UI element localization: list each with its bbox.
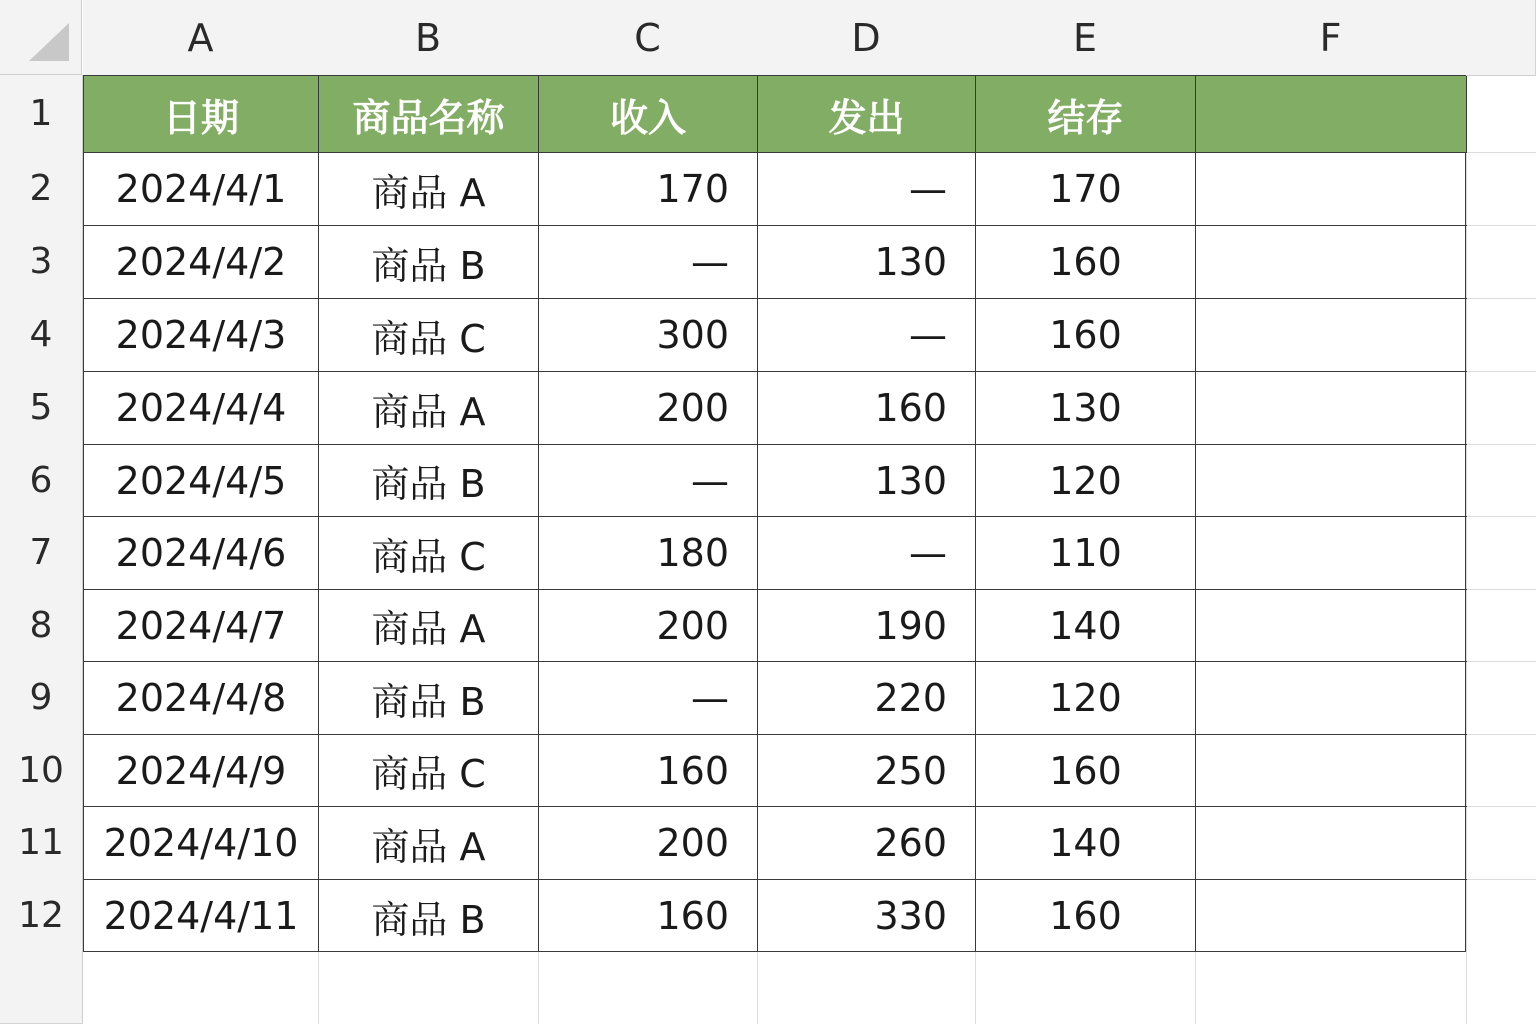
- cell-f2[interactable]: [1196, 153, 1467, 226]
- cell-b3[interactable]: 商品 B: [319, 226, 539, 299]
- select-all-corner[interactable]: [0, 0, 82, 75]
- row-header-10[interactable]: 10: [0, 734, 83, 807]
- header-cell-e[interactable]: 结存: [976, 76, 1196, 153]
- cell-f5[interactable]: [1196, 372, 1467, 445]
- row-header-blank: [0, 951, 83, 1024]
- cell-f3[interactable]: [1196, 226, 1467, 299]
- cell-f10[interactable]: [1196, 735, 1467, 807]
- cell-e4[interactable]: 160: [976, 299, 1196, 372]
- row-header-9[interactable]: 9: [0, 661, 83, 735]
- row-header-6[interactable]: 6: [0, 444, 83, 517]
- cell-e9[interactable]: 120: [976, 662, 1196, 735]
- cell-d12[interactable]: 330: [758, 880, 976, 952]
- cell-e7[interactable]: 110: [976, 517, 1196, 590]
- data-table: [83, 75, 1466, 952]
- cell-a5[interactable]: 2024/4/4: [84, 372, 319, 445]
- cell-a6[interactable]: 2024/4/5: [84, 445, 319, 517]
- cell-a10[interactable]: 2024/4/9: [84, 735, 319, 807]
- column-header-blank: [1466, 0, 1536, 76]
- cell-b4[interactable]: 商品 C: [319, 299, 539, 372]
- cell-b9[interactable]: 商品 B: [319, 662, 539, 735]
- cell-a3[interactable]: 2024/4/2: [84, 226, 319, 299]
- row-header-8[interactable]: 8: [0, 589, 83, 662]
- cell-f9[interactable]: [1196, 662, 1467, 735]
- row-header-5[interactable]: 5: [0, 371, 83, 445]
- cell-c4[interactable]: 300: [539, 299, 758, 372]
- cell-e2[interactable]: 170: [976, 153, 1196, 226]
- column-header-b[interactable]: B: [318, 0, 539, 76]
- row-header-3[interactable]: 3: [0, 225, 83, 299]
- row-header-1[interactable]: 1: [0, 75, 83, 153]
- header-cell-c[interactable]: 收入: [539, 76, 758, 153]
- cell-a7[interactable]: 2024/4/6: [84, 517, 319, 590]
- cell-c9[interactable]: —: [539, 662, 758, 735]
- row-header-12[interactable]: 12: [0, 879, 83, 952]
- cell-e10[interactable]: 160: [976, 735, 1196, 807]
- cell-c2[interactable]: 170: [539, 153, 758, 226]
- cell-f11[interactable]: [1196, 807, 1467, 880]
- cell-b12[interactable]: 商品 B: [319, 880, 539, 952]
- cell-a8[interactable]: 2024/4/7: [84, 590, 319, 662]
- cell-d4[interactable]: —: [758, 299, 976, 372]
- cell-c11[interactable]: 200: [539, 807, 758, 880]
- cell-b5[interactable]: 商品 A: [319, 372, 539, 445]
- row-header-11[interactable]: 11: [0, 806, 83, 880]
- cell-e6[interactable]: 120: [976, 445, 1196, 517]
- cell-f6[interactable]: [1196, 445, 1467, 517]
- cell-e3[interactable]: 160: [976, 226, 1196, 299]
- cell-c6[interactable]: —: [539, 445, 758, 517]
- cell-c7[interactable]: 180: [539, 517, 758, 590]
- cell-e11[interactable]: 140: [976, 807, 1196, 880]
- cell-f7[interactable]: [1196, 517, 1467, 590]
- cell-a11[interactable]: 2024/4/10: [84, 807, 319, 880]
- column-header-a[interactable]: A: [83, 0, 319, 76]
- header-cell-d[interactable]: 发出: [758, 76, 976, 153]
- cell-d8[interactable]: 190: [758, 590, 976, 662]
- cell-f12[interactable]: [1196, 880, 1467, 952]
- cell-d10[interactable]: 250: [758, 735, 976, 807]
- cell-e5[interactable]: 130: [976, 372, 1196, 445]
- column-header-f[interactable]: F: [1195, 0, 1467, 76]
- cell-f8[interactable]: [1196, 590, 1467, 662]
- cell-a2[interactable]: 2024/4/1: [84, 153, 319, 226]
- header-cell-a[interactable]: 日期: [84, 76, 319, 153]
- cell-d11[interactable]: 260: [758, 807, 976, 880]
- cell-b8[interactable]: 商品 A: [319, 590, 539, 662]
- cell-b11[interactable]: 商品 A: [319, 807, 539, 880]
- column-header-c[interactable]: C: [538, 0, 758, 76]
- cell-c5[interactable]: 200: [539, 372, 758, 445]
- cell-d3[interactable]: 130: [758, 226, 976, 299]
- cell-c8[interactable]: 200: [539, 590, 758, 662]
- row-header-2[interactable]: 2: [0, 152, 83, 226]
- cell-d7[interactable]: —: [758, 517, 976, 590]
- row-header-4[interactable]: 4: [0, 298, 83, 372]
- cell-a9[interactable]: 2024/4/8: [84, 662, 319, 735]
- cell-c3[interactable]: —: [539, 226, 758, 299]
- column-header-e[interactable]: E: [975, 0, 1196, 76]
- cell-e12[interactable]: 160: [976, 880, 1196, 952]
- cell-b7[interactable]: 商品 C: [319, 517, 539, 590]
- cell-a4[interactable]: 2024/4/3: [84, 299, 319, 372]
- cell-c10[interactable]: 160: [539, 735, 758, 807]
- column-header-d[interactable]: D: [757, 0, 976, 76]
- row-header-7[interactable]: 7: [0, 516, 83, 590]
- header-cell-f[interactable]: [1196, 76, 1467, 153]
- select-all-triangle-icon: [29, 23, 69, 61]
- cell-a12[interactable]: 2024/4/11: [84, 880, 319, 952]
- cell-b2[interactable]: 商品 A: [319, 153, 539, 226]
- cell-d6[interactable]: 130: [758, 445, 976, 517]
- cell-d5[interactable]: 160: [758, 372, 976, 445]
- cell-f4[interactable]: [1196, 299, 1467, 372]
- cell-b10[interactable]: 商品 C: [319, 735, 539, 807]
- header-cell-b[interactable]: 商品名称: [319, 76, 539, 153]
- cell-b6[interactable]: 商品 B: [319, 445, 539, 517]
- cell-d2[interactable]: —: [758, 153, 976, 226]
- cell-e8[interactable]: 140: [976, 590, 1196, 662]
- cell-c12[interactable]: 160: [539, 880, 758, 952]
- cell-d9[interactable]: 220: [758, 662, 976, 735]
